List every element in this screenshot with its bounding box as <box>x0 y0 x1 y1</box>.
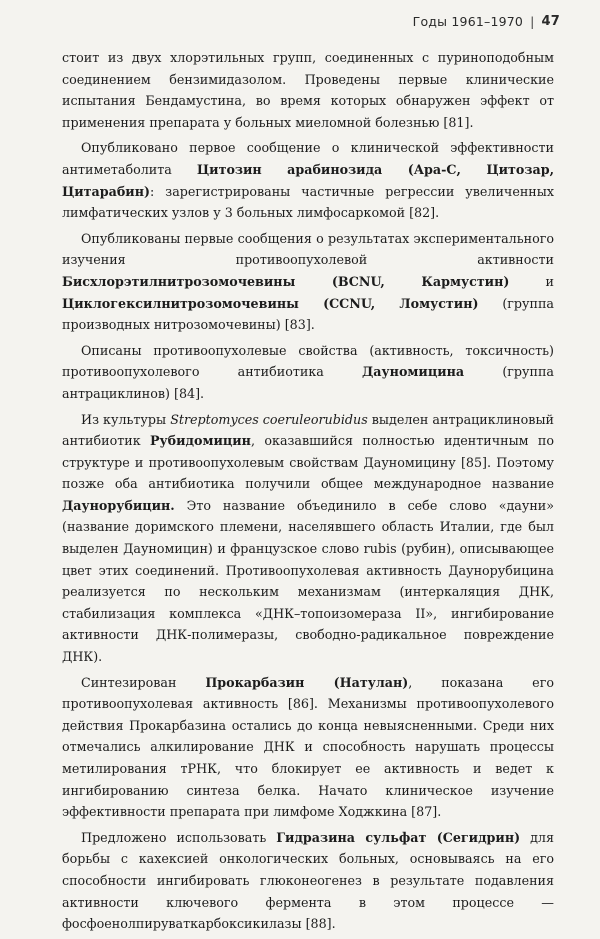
running-header <box>413 14 560 29</box>
paragraph-text: Предложено использовать <box>81 829 277 845</box>
species-name: Streptomyces coeruleorubidus <box>170 411 368 427</box>
paragraph <box>62 340 554 405</box>
paragraph <box>62 228 554 336</box>
drug-name: Цитозин арабинозида (Ара-С, Цитозар, Цитарабин) <box>62 161 554 199</box>
paragraph-text: выделен антрациклиновый антибиотик <box>62 411 555 449</box>
paragraph-text: , показана его противоопухолевая активность [86]. Механизмы противоопухолевого действия Прокарбазина остались до конца невыясненными. Среди них отмечались алкилирование ДНК и способность нарушать процессы метилирования тРНК, что блокирует ее активность и ведет к ингибированию синтеза белка. Начато клиническое изучение эффективности препарата при лимфоме Ходжкина [87]. <box>62 674 554 820</box>
paragraph-text: стоит из двух хлорэтильных групп, соединенных с пуриноподобным соединением бензимидазолом. Проведены первые клинические испытания Бендамустина, во время которых обнаружен эффект от применения препарата у больных миеломной болезнью [81]. <box>62 50 554 130</box>
paragraph-text: , оказавшийся полностью идентичным по структуре и противоопухолевым свойствам Дауномицину [85]. Поэтому позже оба антибиотика получили общее международное название <box>62 433 555 492</box>
paragraph <box>62 827 554 935</box>
paragraph <box>62 409 554 668</box>
paragraph-text: Из культуры <box>81 411 171 427</box>
paragraph-text: : зарегистрированы частичные регрессии увеличенных лимфатических узлов у 3 больных лимфосаркомой [82]. <box>62 183 554 221</box>
paragraph <box>62 672 554 823</box>
paragraph-text: для борьбы с кахексией онкологических больных, основываясь на его способности ингибировать глюконеогенез в результате подавления активности ключевого фермента в этом процессе —фосфоенолпируваткарбоксикилазы [88]. <box>62 829 554 932</box>
paragraph-text: Описаны противоопухолевые свойства (активность, токсичность) противоопухолевого антибиотика <box>62 342 554 380</box>
drug-name: Дауномицина <box>362 364 465 380</box>
paragraph-text: Синтезирован <box>81 674 206 690</box>
paragraph <box>62 47 554 133</box>
page-number: 47 <box>541 14 560 29</box>
drug-name: Рубидомицин <box>150 433 251 449</box>
paragraph-text: Опубликованы первые сообщения о результатах экспериментального изучения противоопухолевой активности <box>62 230 554 268</box>
header-section-title: Годы 1961–1970 <box>412 14 524 29</box>
drug-name: Бисхлорэтилнитрозомочевины (BCNU, Кармустин) <box>62 273 510 289</box>
paragraph-text: Это название объединило в себе слово «дауни» (название доримского племени, населявшего область Италии, где был выделен Дауномицин) и французское слово rubis (рубин), описывающее цвет этих соединений. Противоопухолевая активность Даунорубицина реализуется по нескольким механизмам (интеркаляция ДНК, стабилизация комплекса «ДНК–топоизомераза II», ингибирование активности ДНК-полимеразы, свободно-радикальное повреждение ДНК). <box>62 497 554 665</box>
header-separator: | <box>530 14 535 29</box>
paragraph-text: Опубликовано первое сообщение о клинической эффективности антиметаболита <box>62 140 554 177</box>
paragraph-text: (группа производных нитрозомочевины) [83]. <box>62 295 554 333</box>
drug-name: Прокарбазин (Натулан) <box>205 674 409 690</box>
drug-name: Циклогексилнитрозомочевины (CCNU, Ломустин) <box>62 295 479 311</box>
paragraph-text: и <box>509 273 554 289</box>
paragraph-text: (группа антрациклинов) [84]. <box>62 364 554 401</box>
drug-name: Гидразина сульфат (Сегидрин) <box>276 829 521 845</box>
drug-name: Даунорубицин. <box>62 497 175 513</box>
body-text <box>62 47 554 939</box>
paragraph <box>62 137 554 223</box>
